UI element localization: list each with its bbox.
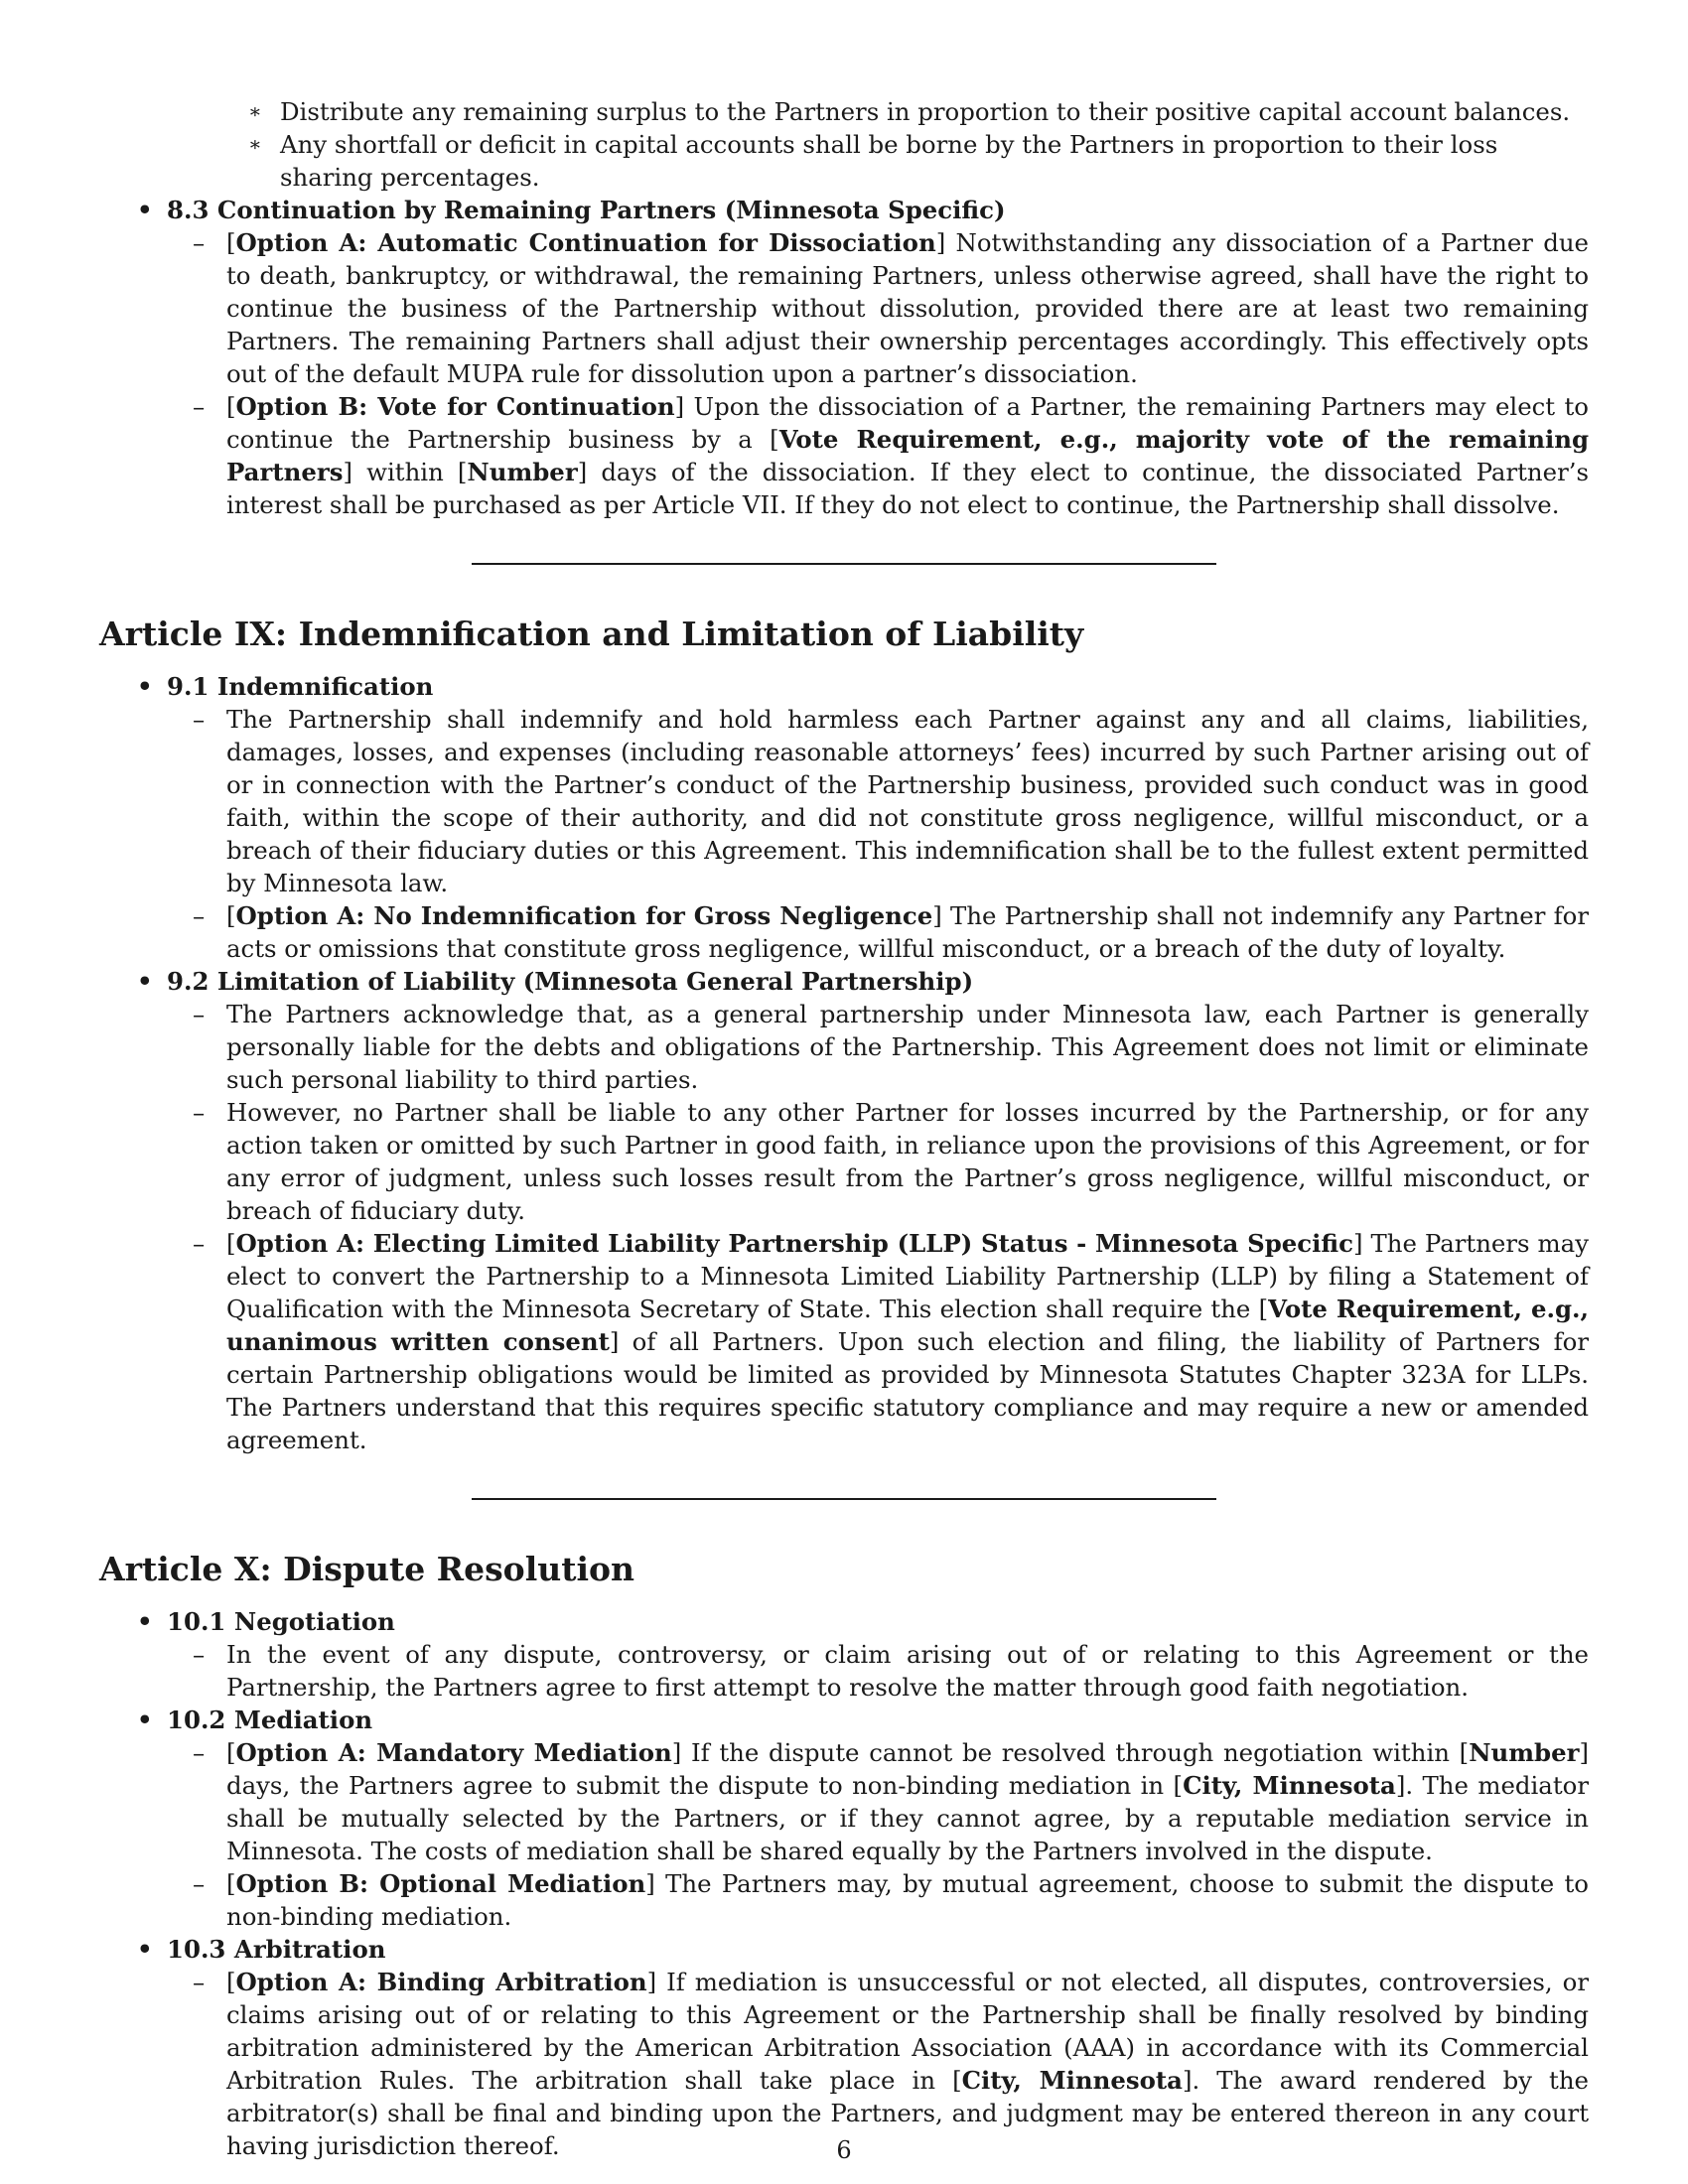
section-heading-10-3: • 10.3 Arbitration [137, 1935, 386, 1964]
asterisk-bullet: ∗ [248, 99, 262, 123]
dash-bullet: – [193, 901, 206, 930]
clause-paragraph: – The Partnership shall indemnify and hold harmless each Partner against any and all claims, liabilities, damages, losses, and expenses (including reasonable attorneys’ fees) incurred by such Partner arising out of or in connection with the Partner’s conduct of the Partnership business, provided such conduct was in good faith, within the scope of their authority, and did not constitute gross negligence, willful misconduct, or a breach of their fiduciary duties or this Agreement. This indemnification shall be to the fullest extent permitted by Minnesota law. [193, 705, 1589, 897]
clause-paragraph: – In the event of any dispute, controversy, or claim arising out of or relating to this Agreement or the Partnership, the Partners agree to first attempt to resolve the matter through good faith negotiation. [193, 1640, 1589, 1702]
bullet: • [137, 1607, 153, 1636]
dash-bullet: – [193, 228, 206, 257]
clause-paragraph: – The Partners acknowledge that, as a general partnership under Minnesota law, each Partner is generally personally liable for the debts and obligations of the Partnership. This Agreement does not limit or eliminate such personal liability to third parties. [193, 1000, 1589, 1094]
document-page [99, 95, 1589, 2162]
dash-bullet: – [193, 1968, 206, 1996]
list-item: ∗ Distribute any remaining surplus to the Partners in proportion to their positive capital account balances. [248, 97, 1571, 126]
option-paragraph: – [Option A: Automatic Continuation for Dissociation] Notwithstanding any dissociation of a Partner due to death, bankruptcy, or withdrawal, the remaining Partners, unless otherwise agreed, shall have the right to continue the business of the Partnership without dissolution, provided there are at least two remaining Partners. The remaining Partners shall adjust their ownership percentages accordingly. This effectively opts out of the default MUPA rule for dissolution upon a partner’s dissociation. [193, 228, 1589, 388]
page-number: 6 [836, 2136, 852, 2164]
option-paragraph: – [Option A: No Indemnification for Gross Negligence] The Partnership shall not indemnify any Partner for acts or omissions that constitute gross negligence, willful misconduct, or a breach of the duty of loyalty. [193, 901, 1589, 963]
bullet: • [137, 672, 153, 701]
list-item: ∗ Any shortfall or deficit in capital accounts shall be borne by the Partners in proportion to their loss sharing percentages. [248, 130, 1498, 192]
dash-bullet: – [193, 705, 206, 734]
bullet: • [137, 196, 153, 224]
section-heading-10-1: • 10.1 Negotiation [137, 1607, 395, 1636]
dash-bullet: – [193, 1869, 206, 1898]
dash-bullet: – [193, 1098, 206, 1127]
dash-bullet: – [193, 1000, 206, 1028]
option-paragraph: – [Option A: Electing Limited Liability Partnership (LLP) Status - Minnesota Specific] The Partners may elect to convert the Partnership to a Minnesota Limited Liability Partnership (LLP) by filing a Statement of Qualification with the Minnesota Secretary of State. This election shall require the [Vote Requirement, e.g., unanimous written consent] of all Partners. Upon such election and filing, the liability of Partners for certain Partnership obligations would be limited as provided by Minnesota Statutes Chapter 323A for LLPs. The Partners understand that this requires specific statutory compliance and may require a new or amended agreement. [193, 1229, 1589, 1454]
section-heading-9-2: • 9.2 Limitation of Liability (Minnesota General Partnership) [137, 967, 974, 996]
bullet: • [137, 1706, 153, 1734]
dash-bullet: – [193, 1738, 206, 1767]
section-divider [472, 563, 1216, 565]
dash-bullet: – [193, 1640, 206, 1669]
option-paragraph: – [Option A: Mandatory Mediation] If the dispute cannot be resolved through negotiation within [Number] days, the Partners agree to submit the dispute to non-binding mediation in [City, Minnesota]. The mediator shall be mutually selected by the Partners, or if they cannot agree, by a reputable mediation service in Minnesota. The costs of mediation shall be shared equally by the Partners involved in the dispute. [193, 1738, 1589, 1865]
section-heading-8-3: • 8.3 Continuation by Remaining Partners (Minnesota Specific) [137, 196, 1006, 224]
section-divider [472, 1498, 1216, 1500]
dash-bullet: – [193, 392, 206, 421]
article-title: Article X: Dispute Resolution [99, 1550, 635, 1588]
option-paragraph: – [Option A: Binding Arbitration] If mediation is unsuccessful or not elected, all disputes, controversies, or claims arising out of or relating to this Agreement or the Partnership shall be finally resolved by binding arbitration administered by the American Arbitration Association (AAA) in accordance with its Commercial Arbitration Rules. The arbitration shall take place in [City, Minnesota]. The award rendered by the arbitrator(s) shall be final and binding upon the Partners, and judgment may be entered thereon in any court having jurisdiction thereof. [193, 1968, 1589, 2160]
section-heading-10-2: • 10.2 Mediation [137, 1706, 373, 1734]
section-heading-9-1: • 9.1 Indemnification [137, 672, 434, 701]
asterisk-bullet: ∗ [248, 132, 262, 156]
option-paragraph: – [Option B: Optional Mediation] The Partners may, by mutual agreement, choose to submit the dispute to non-binding mediation. [193, 1869, 1589, 1931]
option-paragraph: – [Option B: Vote for Continuation] Upon the dissociation of a Partner, the remaining Partners may elect to continue the Partnership business by a [Vote Requirement, e.g., majority vote of the remaining Partners] within [Number] days of the dissociation. If they elect to continue, the dissociated Partner’s interest shall be purchased as per Article VII. If they do not elect to continue, the Partnership shall dissolve. [193, 392, 1590, 519]
article-title: Article IX: Indemnification and Limitation of Liability [99, 614, 1084, 653]
bullet: • [137, 1935, 153, 1964]
dash-bullet: – [193, 1229, 206, 1258]
clause-paragraph: – However, no Partner shall be liable to any other Partner for losses incurred by the Partnership, or for any action taken or omitted by such Partner in good faith, in reliance upon the provisions of this Agreement, or for any error of judgment, unless such losses result from the Partner’s gross negligence, willful misconduct, or breach of fiduciary duty. [193, 1098, 1589, 1225]
bullet: • [137, 967, 153, 996]
